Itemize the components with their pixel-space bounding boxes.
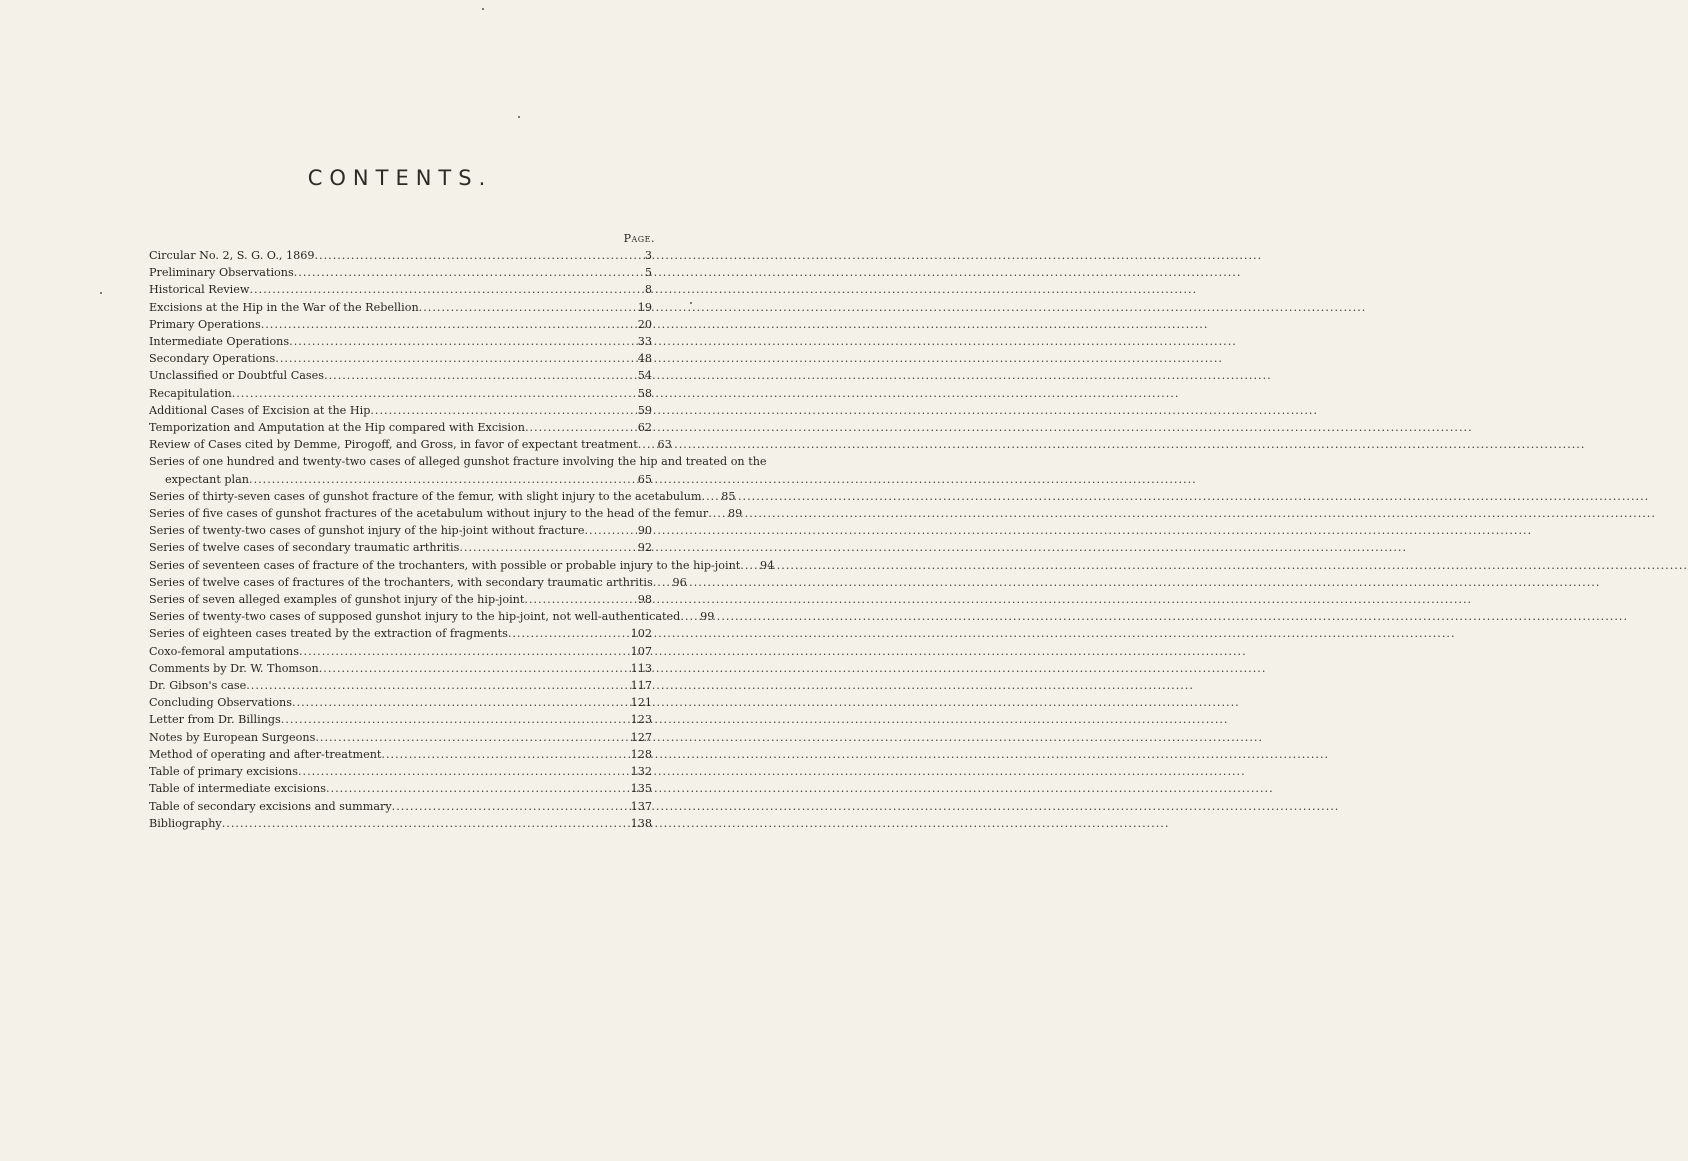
toc-entry-label: Temporization and Amputation at the Hip compared with Excision (149, 421, 525, 435)
toc-entry (149, 333, 652, 350)
dot-leader (740, 557, 748, 574)
toc-entry (149, 419, 652, 436)
dot-leader (294, 264, 626, 281)
toc-entry-label: expectant plan (165, 472, 250, 486)
toc-entry-page: 121 (630, 696, 652, 710)
toc-entry (149, 247, 652, 264)
toc-entry-page: 92 (637, 541, 652, 555)
toc-entry-page: 33 (637, 335, 652, 349)
toc-entry-label: Concluding Observations (149, 696, 293, 710)
toc-entry-label: Bibliography (149, 816, 222, 830)
dot-leader (326, 780, 626, 797)
toc-entry-page: 102 (630, 627, 652, 641)
toc-entry-page: 58 (637, 386, 652, 400)
toc-entry-page: 63 (657, 438, 672, 452)
toc-entry-page: 59 (637, 403, 652, 417)
toc-entry (149, 591, 652, 608)
toc-entry (149, 350, 652, 367)
toc-entry (149, 608, 715, 625)
toc-entry-label: Recapitulation (149, 386, 232, 400)
toc-entry-page: 3 (644, 249, 652, 262)
toc-entry-label: Dr. Gibson's case (149, 679, 247, 693)
toc-entry (149, 677, 652, 694)
toc-entry-page: 123 (630, 713, 652, 727)
dot-leader (392, 798, 626, 815)
toc-entry-label: Review of Cases cited by Demme, Pirogoff, and Gross, in favor of expectant treatment (149, 438, 638, 452)
toc-entry-page: 90 (637, 524, 652, 538)
page-title: CONTENTS. (307, 166, 493, 190)
toc-entry-label: Excisions at the Hip in the War of the Rebellion (149, 300, 419, 314)
dot-leader (232, 385, 626, 402)
dot-leader (319, 660, 626, 677)
toc-entry (149, 367, 652, 384)
toc-entry-label-line1: Series of one hundred and twenty-two cases of alleged gunshot fracture involving the hip and treated on the (149, 455, 767, 469)
toc-entry (149, 539, 652, 556)
toc-entry (149, 746, 652, 763)
toc-entry-page: 85 (721, 489, 736, 503)
toc-entry (149, 385, 652, 402)
toc-entry-label: Intermediate Operations (149, 335, 290, 349)
toc-entry-page: 54 (637, 369, 652, 383)
toc-entry (149, 453, 767, 487)
toc-entry (149, 281, 652, 298)
dot-leader (370, 402, 626, 419)
dot-leader (525, 419, 626, 436)
dot-leader (381, 746, 626, 763)
toc-entry (149, 316, 652, 333)
toc-entry-page: 99 (700, 610, 715, 624)
dot-leader (508, 625, 626, 642)
dot-leader (222, 815, 626, 832)
paper-speck (482, 8, 484, 10)
toc-entry (149, 522, 652, 539)
dot-leader (702, 488, 710, 505)
toc-entry-label: Method of operating and after-treatment (149, 747, 382, 761)
toc-entry-page: 48 (637, 352, 652, 366)
toc-entry-label: Circular No. 2, S. G. O., 1869 (149, 249, 315, 262)
toc-entry-page: 117 (630, 679, 652, 693)
toc-entry (149, 557, 775, 574)
toc-entry-label: Series of twelve cases of secondary traumatic arthritis (149, 541, 460, 555)
dot-leader (459, 539, 626, 556)
toc-entry-label: Series of seven alleged examples of gunshot injury of the hip-joint (149, 593, 525, 607)
toc-entry-label: Series of twelve cases of fractures of the trochanters, with secondary traumatic arthritis (149, 575, 653, 589)
paper-speck (518, 116, 520, 118)
toc-entry (149, 402, 652, 419)
toc-entry (149, 815, 652, 832)
toc-entry-page: 107 (630, 644, 652, 658)
toc-entry (149, 625, 652, 642)
page-column-heading: Page. (623, 232, 655, 245)
toc-entry (149, 488, 736, 505)
dot-leader (708, 505, 716, 522)
dot-leader (419, 299, 626, 316)
toc-entry-label: Series of eighteen cases treated by the extraction of fragments (149, 627, 508, 641)
dot-leader (324, 367, 626, 384)
toc-entry-page: 132 (630, 765, 652, 779)
toc-entry (149, 711, 652, 728)
toc-entry-label: Coxo-femoral amputations (149, 644, 299, 658)
toc-entry (149, 780, 652, 797)
toc-entry (149, 763, 652, 780)
toc-entry-label: Series of twenty-two cases of supposed gunshot injury to the hip-joint, not well-authenticated (149, 610, 681, 624)
document-page (0, 0, 800, 1161)
toc-entry (149, 436, 672, 453)
toc-entry-page: 20 (637, 317, 652, 331)
toc-entry-label: Table of secondary excisions and summary (149, 799, 392, 813)
toc-entry-label: Series of thirty-seven cases of gunshot fracture of the femur, with slight injury to the acetabulum (149, 489, 702, 503)
dot-leader (292, 694, 626, 711)
toc-entry-label: Preliminary Observations (149, 266, 294, 280)
dot-leader (299, 643, 626, 660)
toc-entry-page: 89 (727, 507, 743, 521)
toc-entry (149, 798, 652, 815)
dot-leader (275, 350, 626, 367)
dot-leader (261, 316, 626, 333)
dot-leader (315, 729, 626, 746)
toc-entry-label: Historical Review (149, 283, 250, 297)
toc-entry-label: Letter from Dr. Billings (149, 713, 281, 727)
toc-entry-label: Secondary Operations (149, 352, 276, 366)
dot-leader (653, 574, 661, 591)
toc-entry-page: 62 (637, 421, 652, 435)
toc-entry-page: 94 (760, 558, 775, 572)
toc-entry-page: 127 (630, 730, 652, 744)
toc-entry-page: 128 (630, 747, 652, 761)
dot-leader (584, 522, 626, 539)
dot-leader (249, 281, 626, 298)
toc-entry-label: Table of primary excisions (149, 765, 298, 779)
toc-entry-label: Primary Operations (149, 317, 261, 331)
dot-leader (249, 471, 626, 488)
toc-entry-page: 5 (644, 266, 652, 280)
toc-entry-label: Additional Cases of Excision at the Hip (149, 403, 371, 417)
toc-entry-label: Comments by Dr. W. Thomson (149, 661, 319, 675)
toc-entry-label: Table of intermediate excisions (149, 782, 326, 796)
toc-entry-label: Series of twenty-two cases of gunshot injury of the hip-joint without fracture (149, 524, 585, 538)
paper-speck (690, 302, 692, 304)
dot-leader (281, 711, 626, 728)
toc-entry-page: 96 (672, 575, 687, 589)
toc-entry-page: 8 (644, 283, 652, 297)
toc-entry-page: 135 (630, 782, 652, 796)
toc-entry-label: Notes by European Surgeons (149, 730, 316, 744)
toc-entry-page: 19 (637, 300, 652, 314)
toc-entry-label: Series of seventeen cases of fracture of the trochanters, with possible or probable injury to the hip-joint (149, 558, 741, 572)
toc-entry-label: Series of five cases of gunshot fractures of the acetabulum without injury to the head of the femur (149, 507, 709, 521)
toc-entry-page: 98 (637, 593, 652, 607)
toc-entry-label: Unclassified or Doubtful Cases (149, 369, 325, 383)
toc-entry-page: 113 (630, 661, 652, 675)
dot-leader (638, 436, 646, 453)
toc-entry-page: 138 (630, 816, 652, 830)
toc-entry (149, 264, 652, 281)
table-of-contents (149, 247, 775, 832)
toc-entry (149, 660, 652, 677)
dot-leader (298, 763, 626, 780)
toc-entry (149, 694, 652, 711)
dot-leader (680, 608, 688, 625)
toc-entry (149, 574, 687, 591)
toc-entry (149, 505, 743, 522)
toc-entry-page: 65 (637, 472, 652, 486)
toc-entry (149, 729, 652, 746)
toc-entry (149, 643, 652, 660)
dot-leader (246, 677, 626, 694)
toc-entry (149, 299, 652, 316)
dot-leader (524, 591, 626, 608)
dot-leader (289, 333, 626, 350)
dot-leader (314, 247, 626, 264)
toc-entry-page: 137 (630, 799, 652, 813)
paper-speck (100, 292, 102, 294)
